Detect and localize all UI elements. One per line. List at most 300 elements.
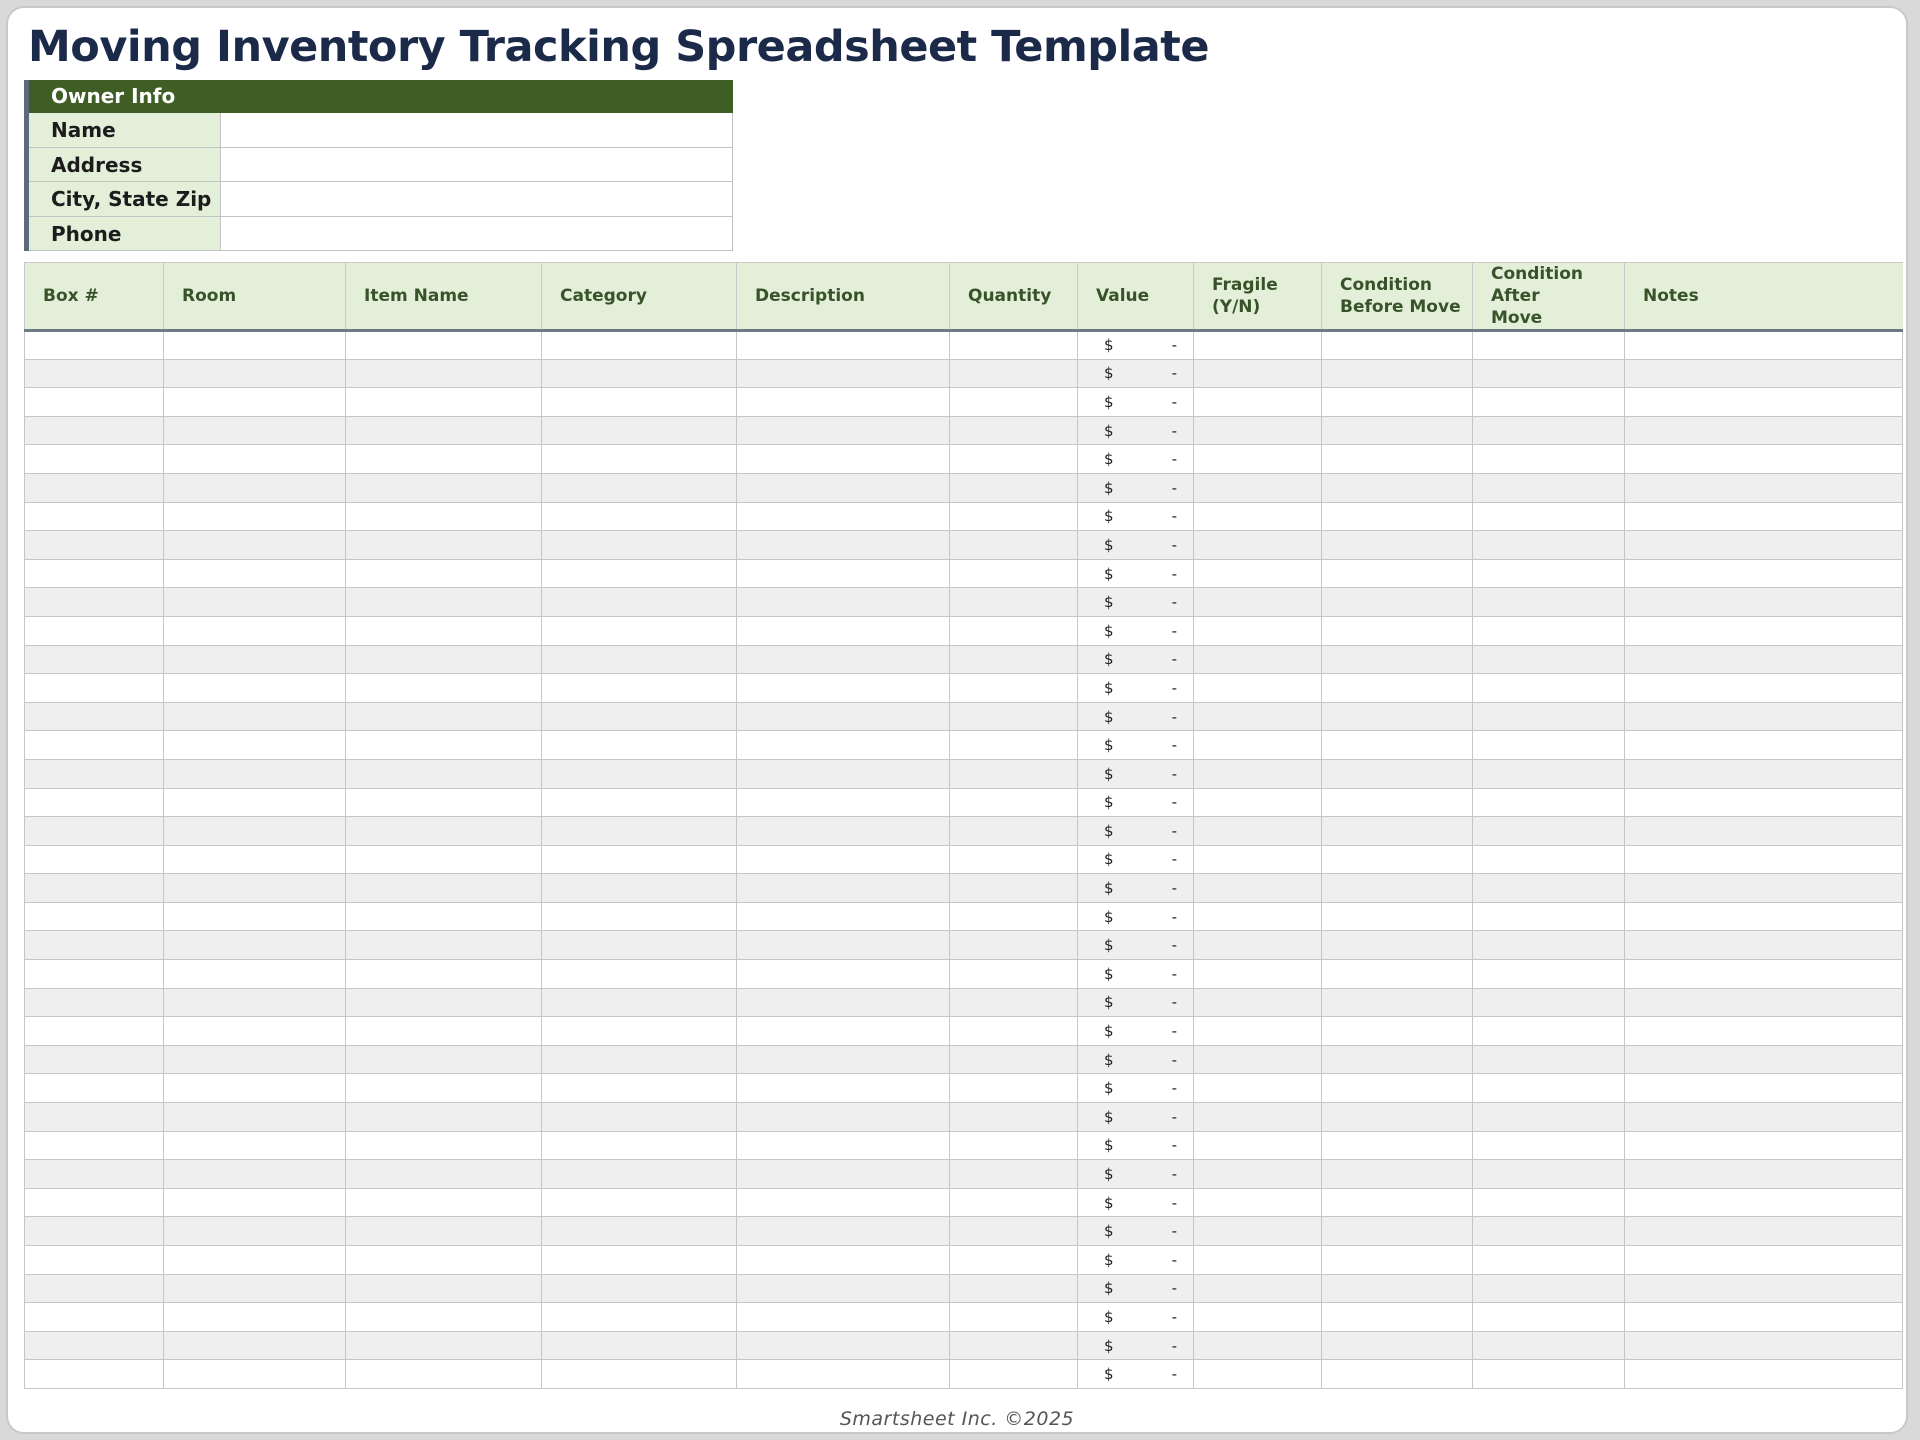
cell-item-name[interactable] [346, 1274, 542, 1303]
cell-condition-before[interactable] [1322, 559, 1473, 588]
cell-value[interactable] [1078, 960, 1194, 989]
cell-notes[interactable] [1625, 674, 1903, 703]
cell-box[interactable] [25, 1074, 164, 1103]
cell-notes[interactable] [1625, 1017, 1903, 1046]
cell-condition-after[interactable] [1473, 817, 1625, 846]
cell-category[interactable] [542, 1131, 737, 1160]
cell-value[interactable] [1078, 1217, 1194, 1246]
cell-condition-after[interactable] [1473, 788, 1625, 817]
cell-notes[interactable] [1625, 902, 1903, 931]
cell-condition-after[interactable] [1473, 1331, 1625, 1360]
cell-condition-before[interactable] [1322, 759, 1473, 788]
cell-category[interactable] [542, 788, 737, 817]
cell-quantity[interactable] [950, 931, 1078, 960]
cell-condition-after[interactable] [1473, 1246, 1625, 1275]
cell-condition-before[interactable] [1322, 731, 1473, 760]
cell-value[interactable] [1078, 645, 1194, 674]
cell-fragile[interactable] [1194, 416, 1322, 445]
cell-notes[interactable] [1625, 1045, 1903, 1074]
cell-room[interactable] [164, 331, 346, 360]
cell-category[interactable] [542, 1188, 737, 1217]
cell-quantity[interactable] [950, 331, 1078, 360]
cell-fragile[interactable] [1194, 359, 1322, 388]
cell-description[interactable] [737, 845, 950, 874]
cell-quantity[interactable] [950, 1160, 1078, 1189]
cell-box[interactable] [25, 731, 164, 760]
cell-box[interactable] [25, 960, 164, 989]
cell-item-name[interactable] [346, 616, 542, 645]
cell-condition-after[interactable] [1473, 1217, 1625, 1246]
cell-condition-after[interactable] [1473, 1360, 1625, 1389]
cell-value[interactable] [1078, 616, 1194, 645]
cell-condition-after[interactable] [1473, 960, 1625, 989]
cell-room[interactable] [164, 645, 346, 674]
cell-notes[interactable] [1625, 1160, 1903, 1189]
cell-condition-before[interactable] [1322, 616, 1473, 645]
cell-description[interactable] [737, 1045, 950, 1074]
cell-value[interactable] [1078, 874, 1194, 903]
owner-phone-cell[interactable] [221, 217, 733, 252]
cell-box[interactable] [25, 473, 164, 502]
cell-condition-after[interactable] [1473, 988, 1625, 1017]
cell-category[interactable] [542, 817, 737, 846]
cell-notes[interactable] [1625, 502, 1903, 531]
cell-quantity[interactable] [950, 416, 1078, 445]
cell-fragile[interactable] [1194, 1017, 1322, 1046]
cell-item-name[interactable] [346, 902, 542, 931]
cell-notes[interactable] [1625, 845, 1903, 874]
cell-condition-after[interactable] [1473, 845, 1625, 874]
cell-fragile[interactable] [1194, 1303, 1322, 1332]
cell-box[interactable] [25, 674, 164, 703]
cell-condition-before[interactable] [1322, 1331, 1473, 1360]
cell-description[interactable] [737, 1274, 950, 1303]
cell-fragile[interactable] [1194, 588, 1322, 617]
cell-quantity[interactable] [950, 674, 1078, 703]
cell-quantity[interactable] [950, 559, 1078, 588]
cell-condition-before[interactable] [1322, 388, 1473, 417]
cell-quantity[interactable] [950, 702, 1078, 731]
cell-description[interactable] [737, 1303, 950, 1332]
cell-value[interactable] [1078, 1017, 1194, 1046]
cell-fragile[interactable] [1194, 988, 1322, 1017]
cell-box[interactable] [25, 817, 164, 846]
cell-notes[interactable] [1625, 1360, 1903, 1389]
cell-box[interactable] [25, 531, 164, 560]
cell-description[interactable] [737, 388, 950, 417]
cell-room[interactable] [164, 702, 346, 731]
cell-condition-after[interactable] [1473, 359, 1625, 388]
cell-item-name[interactable] [346, 1045, 542, 1074]
cell-description[interactable] [737, 759, 950, 788]
cell-item-name[interactable] [346, 960, 542, 989]
cell-value[interactable] [1078, 931, 1194, 960]
cell-condition-before[interactable] [1322, 817, 1473, 846]
cell-value[interactable] [1078, 559, 1194, 588]
cell-notes[interactable] [1625, 359, 1903, 388]
cell-item-name[interactable] [346, 359, 542, 388]
cell-condition-before[interactable] [1322, 1131, 1473, 1160]
cell-notes[interactable] [1625, 531, 1903, 560]
cell-room[interactable] [164, 502, 346, 531]
cell-box[interactable] [25, 902, 164, 931]
cell-condition-after[interactable] [1473, 531, 1625, 560]
cell-description[interactable] [737, 788, 950, 817]
cell-box[interactable] [25, 616, 164, 645]
cell-room[interactable] [164, 817, 346, 846]
cell-description[interactable] [737, 731, 950, 760]
cell-condition-after[interactable] [1473, 616, 1625, 645]
cell-description[interactable] [737, 331, 950, 360]
cell-box[interactable] [25, 1131, 164, 1160]
cell-condition-before[interactable] [1322, 788, 1473, 817]
cell-value[interactable] [1078, 1045, 1194, 1074]
cell-box[interactable] [25, 759, 164, 788]
cell-value[interactable] [1078, 502, 1194, 531]
owner-name-cell[interactable] [221, 113, 733, 148]
cell-condition-before[interactable] [1322, 445, 1473, 474]
cell-box[interactable] [25, 1188, 164, 1217]
cell-fragile[interactable] [1194, 1331, 1322, 1360]
cell-quantity[interactable] [950, 1188, 1078, 1217]
cell-item-name[interactable] [346, 702, 542, 731]
cell-notes[interactable] [1625, 731, 1903, 760]
cell-condition-after[interactable] [1473, 731, 1625, 760]
cell-item-name[interactable] [346, 759, 542, 788]
cell-condition-before[interactable] [1322, 702, 1473, 731]
cell-condition-after[interactable] [1473, 931, 1625, 960]
cell-box[interactable] [25, 1217, 164, 1246]
cell-condition-after[interactable] [1473, 702, 1625, 731]
cell-category[interactable] [542, 502, 737, 531]
cell-quantity[interactable] [950, 616, 1078, 645]
cell-notes[interactable] [1625, 1274, 1903, 1303]
cell-notes[interactable] [1625, 473, 1903, 502]
cell-item-name[interactable] [346, 931, 542, 960]
cell-condition-before[interactable] [1322, 1074, 1473, 1103]
cell-box[interactable] [25, 1331, 164, 1360]
cell-description[interactable] [737, 473, 950, 502]
cell-description[interactable] [737, 1074, 950, 1103]
cell-description[interactable] [737, 1360, 950, 1389]
cell-room[interactable] [164, 616, 346, 645]
cell-quantity[interactable] [950, 1045, 1078, 1074]
cell-fragile[interactable] [1194, 531, 1322, 560]
cell-notes[interactable] [1625, 331, 1903, 360]
cell-category[interactable] [542, 1017, 737, 1046]
cell-category[interactable] [542, 331, 737, 360]
cell-description[interactable] [737, 817, 950, 846]
cell-quantity[interactable] [950, 845, 1078, 874]
cell-condition-before[interactable] [1322, 1274, 1473, 1303]
cell-category[interactable] [542, 359, 737, 388]
cell-category[interactable] [542, 1331, 737, 1360]
cell-fragile[interactable] [1194, 931, 1322, 960]
cell-quantity[interactable] [950, 817, 1078, 846]
cell-notes[interactable] [1625, 1303, 1903, 1332]
cell-item-name[interactable] [346, 988, 542, 1017]
cell-description[interactable] [737, 1246, 950, 1275]
cell-category[interactable] [542, 674, 737, 703]
cell-room[interactable] [164, 1017, 346, 1046]
cell-category[interactable] [542, 845, 737, 874]
cell-fragile[interactable] [1194, 845, 1322, 874]
cell-value[interactable] [1078, 445, 1194, 474]
cell-condition-after[interactable] [1473, 645, 1625, 674]
cell-room[interactable] [164, 674, 346, 703]
cell-description[interactable] [737, 988, 950, 1017]
cell-fragile[interactable] [1194, 1188, 1322, 1217]
cell-fragile[interactable] [1194, 1103, 1322, 1132]
cell-quantity[interactable] [950, 645, 1078, 674]
cell-item-name[interactable] [346, 502, 542, 531]
cell-room[interactable] [164, 1360, 346, 1389]
cell-item-name[interactable] [346, 331, 542, 360]
cell-value[interactable] [1078, 416, 1194, 445]
cell-condition-before[interactable] [1322, 1045, 1473, 1074]
cell-value[interactable] [1078, 1074, 1194, 1103]
cell-description[interactable] [737, 702, 950, 731]
cell-room[interactable] [164, 902, 346, 931]
cell-description[interactable] [737, 359, 950, 388]
cell-description[interactable] [737, 902, 950, 931]
cell-condition-after[interactable] [1473, 1131, 1625, 1160]
cell-value[interactable] [1078, 1188, 1194, 1217]
cell-room[interactable] [164, 1331, 346, 1360]
cell-box[interactable] [25, 1103, 164, 1132]
cell-category[interactable] [542, 874, 737, 903]
cell-quantity[interactable] [950, 1074, 1078, 1103]
cell-item-name[interactable] [346, 1331, 542, 1360]
cell-item-name[interactable] [346, 1360, 542, 1389]
cell-room[interactable] [164, 445, 346, 474]
cell-category[interactable] [542, 1360, 737, 1389]
cell-value[interactable] [1078, 531, 1194, 560]
cell-description[interactable] [737, 1103, 950, 1132]
cell-category[interactable] [542, 731, 737, 760]
cell-value[interactable] [1078, 588, 1194, 617]
cell-item-name[interactable] [346, 416, 542, 445]
cell-fragile[interactable] [1194, 1131, 1322, 1160]
cell-description[interactable] [737, 502, 950, 531]
cell-item-name[interactable] [346, 473, 542, 502]
cell-notes[interactable] [1625, 759, 1903, 788]
cell-box[interactable] [25, 588, 164, 617]
cell-fragile[interactable] [1194, 1074, 1322, 1103]
cell-category[interactable] [542, 1217, 737, 1246]
cell-fragile[interactable] [1194, 674, 1322, 703]
cell-fragile[interactable] [1194, 331, 1322, 360]
cell-room[interactable] [164, 1246, 346, 1275]
cell-room[interactable] [164, 359, 346, 388]
cell-item-name[interactable] [346, 1103, 542, 1132]
cell-room[interactable] [164, 960, 346, 989]
cell-value[interactable] [1078, 1331, 1194, 1360]
cell-item-name[interactable] [346, 1074, 542, 1103]
cell-description[interactable] [737, 588, 950, 617]
cell-notes[interactable] [1625, 788, 1903, 817]
cell-condition-after[interactable] [1473, 1045, 1625, 1074]
cell-fragile[interactable] [1194, 502, 1322, 531]
cell-notes[interactable] [1625, 1331, 1903, 1360]
cell-box[interactable] [25, 502, 164, 531]
cell-description[interactable] [737, 416, 950, 445]
cell-room[interactable] [164, 988, 346, 1017]
cell-box[interactable] [25, 788, 164, 817]
cell-condition-after[interactable] [1473, 759, 1625, 788]
cell-condition-before[interactable] [1322, 588, 1473, 617]
cell-fragile[interactable] [1194, 1246, 1322, 1275]
cell-value[interactable] [1078, 674, 1194, 703]
cell-fragile[interactable] [1194, 731, 1322, 760]
cell-fragile[interactable] [1194, 960, 1322, 989]
cell-condition-before[interactable] [1322, 845, 1473, 874]
cell-condition-before[interactable] [1322, 674, 1473, 703]
cell-value[interactable] [1078, 1360, 1194, 1389]
cell-box[interactable] [25, 416, 164, 445]
cell-quantity[interactable] [950, 902, 1078, 931]
cell-item-name[interactable] [346, 1188, 542, 1217]
cell-condition-before[interactable] [1322, 1360, 1473, 1389]
cell-condition-before[interactable] [1322, 874, 1473, 903]
cell-room[interactable] [164, 416, 346, 445]
cell-fragile[interactable] [1194, 616, 1322, 645]
cell-fragile[interactable] [1194, 902, 1322, 931]
cell-notes[interactable] [1625, 388, 1903, 417]
cell-notes[interactable] [1625, 1188, 1903, 1217]
cell-fragile[interactable] [1194, 759, 1322, 788]
cell-category[interactable] [542, 473, 737, 502]
cell-condition-after[interactable] [1473, 1074, 1625, 1103]
cell-condition-after[interactable] [1473, 559, 1625, 588]
cell-room[interactable] [164, 931, 346, 960]
cell-room[interactable] [164, 1074, 346, 1103]
cell-category[interactable] [542, 1274, 737, 1303]
cell-value[interactable] [1078, 788, 1194, 817]
cell-box[interactable] [25, 1274, 164, 1303]
cell-quantity[interactable] [950, 731, 1078, 760]
cell-description[interactable] [737, 1217, 950, 1246]
cell-fragile[interactable] [1194, 473, 1322, 502]
cell-quantity[interactable] [950, 445, 1078, 474]
cell-room[interactable] [164, 874, 346, 903]
cell-box[interactable] [25, 1045, 164, 1074]
cell-quantity[interactable] [950, 1246, 1078, 1275]
cell-fragile[interactable] [1194, 445, 1322, 474]
cell-room[interactable] [164, 731, 346, 760]
cell-condition-after[interactable] [1473, 502, 1625, 531]
cell-room[interactable] [164, 388, 346, 417]
cell-quantity[interactable] [950, 531, 1078, 560]
cell-value[interactable] [1078, 817, 1194, 846]
cell-value[interactable] [1078, 1131, 1194, 1160]
cell-condition-before[interactable] [1322, 359, 1473, 388]
cell-condition-before[interactable] [1322, 1103, 1473, 1132]
cell-notes[interactable] [1625, 1074, 1903, 1103]
cell-description[interactable] [737, 559, 950, 588]
cell-notes[interactable] [1625, 1217, 1903, 1246]
cell-description[interactable] [737, 931, 950, 960]
owner-address-cell[interactable] [221, 148, 733, 183]
cell-item-name[interactable] [346, 817, 542, 846]
cell-value[interactable] [1078, 1303, 1194, 1332]
cell-condition-before[interactable] [1322, 1188, 1473, 1217]
cell-notes[interactable] [1625, 645, 1903, 674]
cell-quantity[interactable] [950, 588, 1078, 617]
cell-box[interactable] [25, 559, 164, 588]
cell-room[interactable] [164, 759, 346, 788]
cell-box[interactable] [25, 359, 164, 388]
cell-room[interactable] [164, 473, 346, 502]
cell-quantity[interactable] [950, 388, 1078, 417]
cell-description[interactable] [737, 1017, 950, 1046]
cell-category[interactable] [542, 702, 737, 731]
cell-quantity[interactable] [950, 788, 1078, 817]
cell-quantity[interactable] [950, 1274, 1078, 1303]
cell-fragile[interactable] [1194, 1360, 1322, 1389]
cell-description[interactable] [737, 616, 950, 645]
cell-description[interactable] [737, 1331, 950, 1360]
cell-value[interactable] [1078, 1274, 1194, 1303]
cell-fragile[interactable] [1194, 1045, 1322, 1074]
cell-category[interactable] [542, 588, 737, 617]
cell-condition-before[interactable] [1322, 1217, 1473, 1246]
cell-quantity[interactable] [950, 1217, 1078, 1246]
cell-condition-before[interactable] [1322, 531, 1473, 560]
cell-category[interactable] [542, 988, 737, 1017]
cell-category[interactable] [542, 1303, 737, 1332]
cell-item-name[interactable] [346, 559, 542, 588]
cell-room[interactable] [164, 1303, 346, 1332]
cell-box[interactable] [25, 445, 164, 474]
cell-item-name[interactable] [346, 388, 542, 417]
cell-item-name[interactable] [346, 1017, 542, 1046]
cell-item-name[interactable] [346, 531, 542, 560]
cell-condition-after[interactable] [1473, 1303, 1625, 1332]
cell-quantity[interactable] [950, 502, 1078, 531]
cell-category[interactable] [542, 1246, 737, 1275]
cell-box[interactable] [25, 645, 164, 674]
cell-condition-after[interactable] [1473, 874, 1625, 903]
cell-category[interactable] [542, 445, 737, 474]
cell-value[interactable] [1078, 473, 1194, 502]
cell-item-name[interactable] [346, 845, 542, 874]
cell-notes[interactable] [1625, 931, 1903, 960]
cell-category[interactable] [542, 416, 737, 445]
cell-description[interactable] [737, 645, 950, 674]
cell-category[interactable] [542, 616, 737, 645]
cell-item-name[interactable] [346, 731, 542, 760]
cell-item-name[interactable] [346, 1303, 542, 1332]
cell-quantity[interactable] [950, 1131, 1078, 1160]
owner-city-cell[interactable] [221, 182, 733, 217]
cell-notes[interactable] [1625, 988, 1903, 1017]
cell-item-name[interactable] [346, 1160, 542, 1189]
cell-description[interactable] [737, 1131, 950, 1160]
cell-notes[interactable] [1625, 588, 1903, 617]
cell-notes[interactable] [1625, 1131, 1903, 1160]
cell-category[interactable] [542, 902, 737, 931]
cell-fragile[interactable] [1194, 1160, 1322, 1189]
cell-box[interactable] [25, 1246, 164, 1275]
cell-box[interactable] [25, 331, 164, 360]
cell-condition-after[interactable] [1473, 1017, 1625, 1046]
cell-quantity[interactable] [950, 359, 1078, 388]
cell-notes[interactable] [1625, 559, 1903, 588]
cell-value[interactable] [1078, 1246, 1194, 1275]
cell-category[interactable] [542, 759, 737, 788]
cell-quantity[interactable] [950, 1360, 1078, 1389]
